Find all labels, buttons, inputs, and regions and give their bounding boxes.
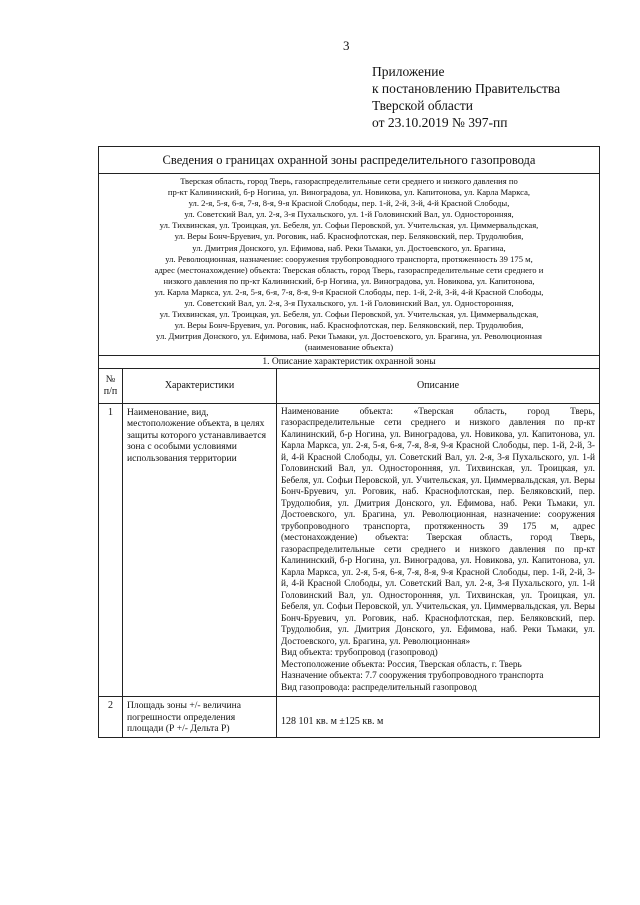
appendix-line-4: от 23.10.2019 № 397-пп (372, 115, 508, 130)
table-header-row (99, 368, 600, 403)
gas-pipeline-type: Вид газопровода: распределительный газопровод (281, 682, 477, 693)
object-line: ул. Веры Бонч-Бруевич, ул. Роговик, наб. Краснофлотская, пер. Беляковский, пер. Трудолюбия, (174, 320, 524, 331)
object-line: пр-кт Калининский, б-р Ногина, ул. Виноградова, ул. Новикова, ул. Капитонова, ул. Карла Маркса, (167, 187, 531, 198)
object-line: ул. Карла Маркса, ул. 2-я, 5-я, 6-я, 7-я, 8-я, 9-я Красной Слободы, пер. 1-й, 2-й, 3-й, 4-й Красной Слободы, (154, 286, 544, 297)
table-title: Сведения о границах охранной зоны распределительного газопровода (99, 147, 600, 174)
appendix-line-1: Приложение (372, 64, 445, 79)
object-line: ул. Дмитрия Донского, ул. Ефимова, наб. Реки Тьмаки, ул. Достоевского, ул. Брагина, (192, 242, 506, 253)
header-description: Описание (277, 368, 600, 403)
object-location: Местоположение объекта: Россия, Тверская область, г. Тверь (281, 659, 522, 670)
header-characteristics: Характеристики (123, 368, 277, 403)
object-name-text: Наименование объекта: «Тверская область, город Тверь, газораспределительные сети среднего и низкого давления по пр-кт Калининский, б-р Ногина, ул. Виноградова, ул. Новикова, ул. Капитонова, ул. Карла Маркса, ул. 2-я, 5-я, 6-я, 7-я, 8-я, 9-я Красной Слободы, пер. 1-й, 2-й, 3-й, 4-й Красной Слободы, ул. Советский Вал, ул. 2-я, 3-я Пухальского, ул. 1-й Головинский Вал, ул. Односторонняя, ул. Тихвинская, ул. Троицкая, ул. Бебеля, ул. Софьи Перовской, ул. Учительская, ул. Циммервальдская, ул. Веры Бонч-Бруевич, ул. Роговик, наб. Краснофлотская, пер. Беляковский, пер. Трудолюбия, ул. Дмитрия Донского, ул. Ефимова, наб. Реки Тьмаки, ул. Достоевского, ул. Брагина, ул. Революционная, назначение: сооружения трубопроводного транспорта, протяженность 39 175 м, адрес (местонахождение) объекта: Тверская область, город Тверь, газораспределительные сети среднего и низкого давления по пр-кт Калининский, б-р Ногина, ул. Виноградова, ул. Новикова, ул. Капитонова, ул. Карла Маркса, ул. 2-я, 5-я, 6-я, 7-я, 8-я, 9-я Красной Слободы, пер. 1-й, 2-й, 3-й, 4-й Красной Слободы, ул. Советский Вал, ул. 2-я, 3-я Пухальского, ул. 1-й Головинский Вал, ул. Односторонняя, ул. Тихвинская, ул. Троицкая, ул. Бебеля, ул. Софьи Перовской, ул. Учительская, ул. Циммервальдская, ул. Веры Бонч-Бруевич, ул. Роговик, наб. Краснофлотская, пер. Беляковский, пер. Трудолюбия, ул. Дмитрия Донского, ул. Ефимова, наб. Реки Тьмаки, ул. Достоевского, ул. Брагина, ул. Революционная» (281, 406, 595, 647)
header-num: № п/п (99, 368, 123, 403)
object-line: ул. Революционная, назначение: сооружения трубопроводного транспорта, протяженность 39 175 м, (165, 253, 533, 264)
object-line: низкого давления по пр-кт Калининский, б-р Ногина, ул. Виноградова, ул. Новикова, ул. Капитонова, (163, 275, 535, 286)
page-number: 3 (343, 38, 350, 53)
object-line: Тверская область, город Тверь, газораспределительные сети среднего и низкого давления по (180, 176, 518, 186)
row-number: 1 (99, 403, 123, 697)
table-row (99, 697, 600, 738)
section-title: 1. Описание характеристик охранной зоны (99, 355, 600, 368)
table-row (99, 403, 600, 697)
row-characteristic: Наименование, вид, местоположение объекта, в целях защиты которого устанавливается зона с особыми условиями использования территории (123, 403, 277, 697)
object-line: ул. Дмитрия Донского, ул. Ефимова, наб. Реки Тьмаки, ул. Достоевского, ул. Брагина, ул. Революционная (156, 331, 542, 342)
object-line: ул. Тихвинская, ул. Троицкая, ул. Бебеля, ул. Софьи Перовской, ул. Учительская, ул. Циммервальдская, (159, 220, 539, 231)
object-line: адрес (местонахождение) объекта: Тверская область, город Тверь, газораспределительные сети среднего и (154, 264, 544, 275)
appendix-line-3: Тверской области (372, 98, 473, 113)
object-caption: (наименование объекта) (304, 342, 394, 353)
object-line: ул. 2-я, 5-я, 6-я, 7-я, 8-я, 9-я Красной Слободы, пер. 1-й, 2-й, 3-й, 4-й Красной Слободы, (188, 198, 510, 209)
zone-area-value: 128 101 кв. м ±125 кв. м (277, 697, 600, 738)
appendix-header (372, 63, 560, 131)
object-line: ул. Тихвинская, ул. Троицкая, ул. Бебеля, ул. Софьи Перовской, ул. Учительская, ул. Циммервальдская, (159, 309, 539, 320)
row-characteristic: Площадь зоны +/- величина погрешности определения площади (Р +/- Дельта Р) (123, 697, 277, 738)
appendix-line-2: к постановлению Правительства (372, 81, 561, 96)
object-line: ул. Советский Вал, ул. 2-я, 3-я Пухальского, ул. 1-й Головинский Вал, ул. Односторонняя, (184, 298, 514, 309)
object-line: ул. Советский Вал, ул. 2-я, 3-я Пухальского, ул. 1-й Головинский Вал, ул. Односторонняя, (184, 209, 514, 220)
object-line: ул. Веры Бонч-Бруевич, ул. Роговик, наб. Краснофлотская, пер. Беляковский, пер. Трудолюбия, (174, 231, 524, 242)
object-type: Вид объекта: трубопровод (газопровод) (281, 648, 438, 658)
row-description (277, 403, 600, 697)
object-description-block (99, 174, 600, 356)
row-number: 2 (99, 697, 123, 738)
object-purpose: Назначение объекта: 7.7 сооружения трубопроводного транспорта (281, 671, 544, 681)
zone-info-table (98, 146, 600, 738)
